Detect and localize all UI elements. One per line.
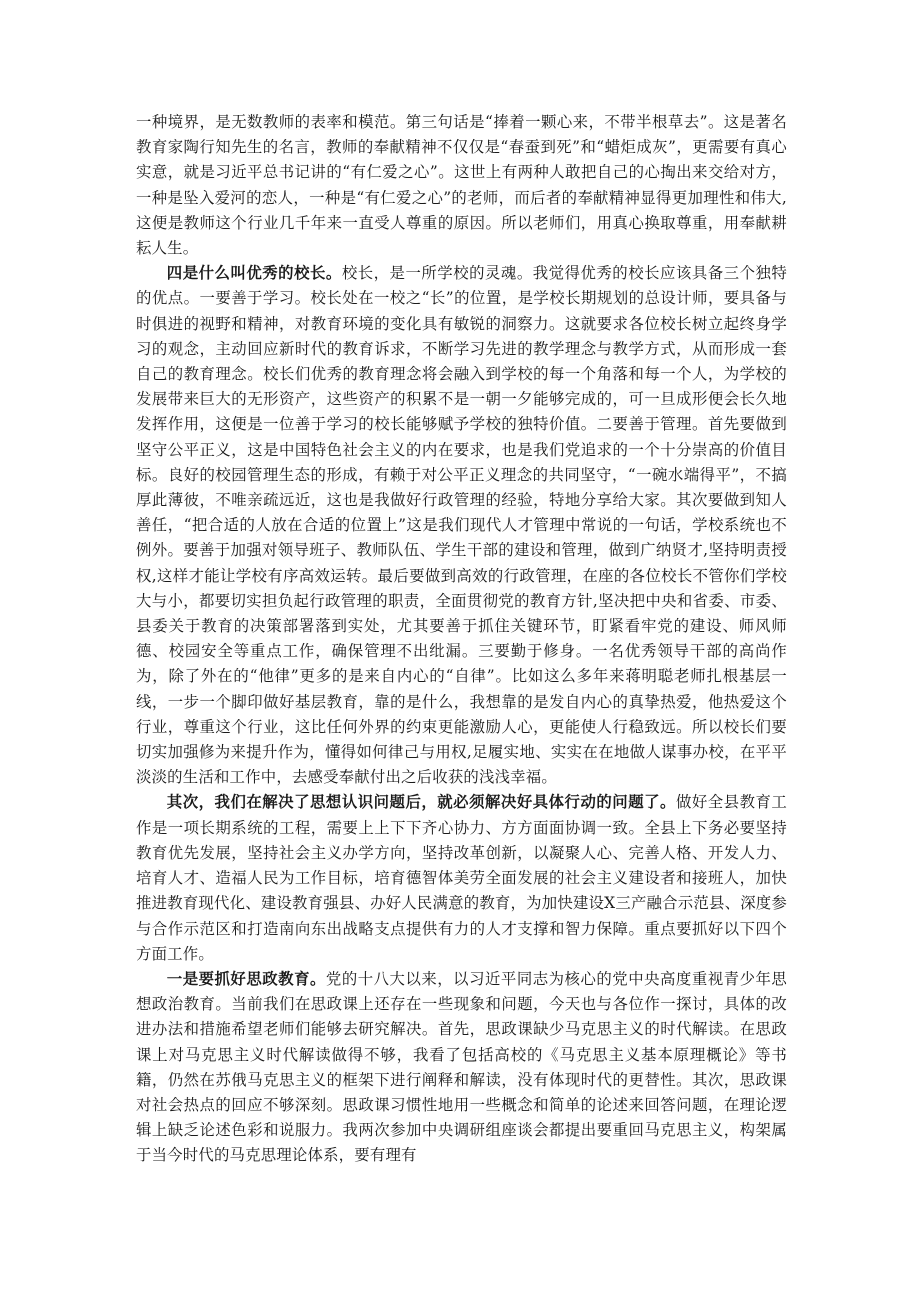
paragraph-2 <box>136 261 787 790</box>
paragraph-2-text: 校长，是一所学校的灵魂。我觉得优秀的校长应该具备三个独特的优点。一要善于学习。校长处在一校之“长”的位置，是学校长期规划的总设计师，要具备与时俱进的视野和精神，对教育环境的变化具有敏锐的洞察力。这就要求各位校长树立起终身学习的观念，主动回应新时代的教育诉求，不断学习先进的教学理念与教学方式，从而形成一套自己的教育理念。校长们优秀的教育理念将会融入到学校的每一个角落和每一个人，为学校的发展带来巨大的无形资产，这些资产的积累不是一朝一夕能够完成的，可一旦成形便会长久地发挥作用，这便是一位善于学习的校长能够赋予学校的独特价值。二要善于管理。首先要做到坚守公平正义，这是中国特色社会主义的内在要求，也是我们党追求的一个十分崇高的价值目标。良好的校园管理生态的形成，有赖于对公平正义理念的共同坚守，“一碗水端得平”，不搞厚此薄彼，不唯亲疏远近，这也是我做好行政管理的经验，特地分享给大家。其次要做到知人善任，“把合适的人放在合适的位置上”这是我们现代人才管理中常说的一句话，学校系统也不例外。要善于加强对领导班子、教师队伍、学生干部的建设和管理，做到广纳贤才,坚持明责授权,这样才能让学校有序高效运转。最后要做到高效的行政管理，在座的各位校长不管你们学校大与小，都要切实担负起行政管理的职责，全面贯彻党的教育方针,坚决把中央和省委、市委、县委关于教育的决策部署落到实处，尤其要善于抓住关键环节，盯紧看牢党的建设、师风师德、校园安全等重点工作，确保管理不出纰漏。三要勤于修身。一名优秀领导干部的高尚作为，除了外在的“他律”更多的是来自内心的“自律”。比如这么多年来蒋明聪老师扎根基层一线，一步一个脚印做好基层教育，靠的是什么，我想靠的是发自内心的真挚热爱，他热爱这个行业，尊重这个行业，这比任何外界的约束更能激励人心，更能使人行稳致远。所以校长们要切实加强修为来提升作为，懂得如何律己与用权,足履实地、实实在在地做人谋事办校，在平平淡淡的生活和工作中，去感受奉献付出之后收获的浅浅幸福。 <box>136 264 788 787</box>
paragraph-3 <box>136 790 787 966</box>
paragraph-1 <box>136 110 787 261</box>
paragraph-4-text: 党的十八大以来，以习近平同志为核心的党中央高度重视青少年思想政治教育。当前我们在思政课上还存在一些现象和问题，今天也与各位作一探讨，具体的改进办法和措施希望老师们能够去研究解决。首先，思政课缺少马克思主义的时代解读。在思政课上对马克思主义时代解读做得不够，我看了包括高校的《马克思主义基本原理概论》等书籍，仍然在苏俄马克思主义的框架下进行阐释和解读，没有体现时代的更替性。其次，思政课对社会热点的回应不够深刻。思政课习惯性地用一些概念和简单的论述来回答问题，在理论逻辑上缺乏论述色彩和说服力。我两次参加中央调研组座谈会都提出要重回马克思主义，构架属于当今时代的马克思理论体系，要有理有 <box>136 969 787 1165</box>
paragraph-4-heading: 一是要抓好思政教育。 <box>166 969 326 988</box>
document-body <box>136 110 787 1169</box>
paragraph-2-heading: 四是什么叫优秀的校长。 <box>166 264 342 283</box>
paragraph-4 <box>136 967 787 1169</box>
paragraph-3-text: 做好全县教育工作是一项长期系统的工程，需要上上下下齐心协力、方方面面协调一致。全县上下务必要坚持教育优先发展，坚持社会主义办学方向，坚持改革创新，以凝聚人心、完善人格、开发人力、培育人才、造福人民为工作目标，培育德智体美劳全面发展的社会主义建设者和接班人，加快推进教育现代化、建设教育强县、办好人民满意的教育，为加快建设X三产融合示范县、深度参与合作示范区和打造南向东出战略支点提供有力的人才支撑和智力保障。重点要抓好以下四个方面工作。 <box>136 793 787 963</box>
paragraph-1-text: 一种境界，是无数教师的表率和模范。第三句话是“捧着一颗心来，不带半根草去”。这是著名教育家陶行知先生的名言，教师的奉献精神不仅仅是“春蚕到死”和“蜡炬成灰”，更需要有真心实意，就是习近平总书记讲的“有仁爱之心”。这世上有两种人敢把自己的心掏出来交给对方，一种是坠入爱河的恋人，一种是“有仁爱之心”的老师，而后者的奉献精神显得更加理性和伟大,这便是教师这个行业几千年来一直受人尊重的原因。所以老师们，用真心换取尊重，用奉献耕耘人生。 <box>136 113 787 258</box>
paragraph-3-heading: 其次，我们在解决了思想认识问题后，就必须解决好具体行动的问题了。 <box>166 793 676 812</box>
